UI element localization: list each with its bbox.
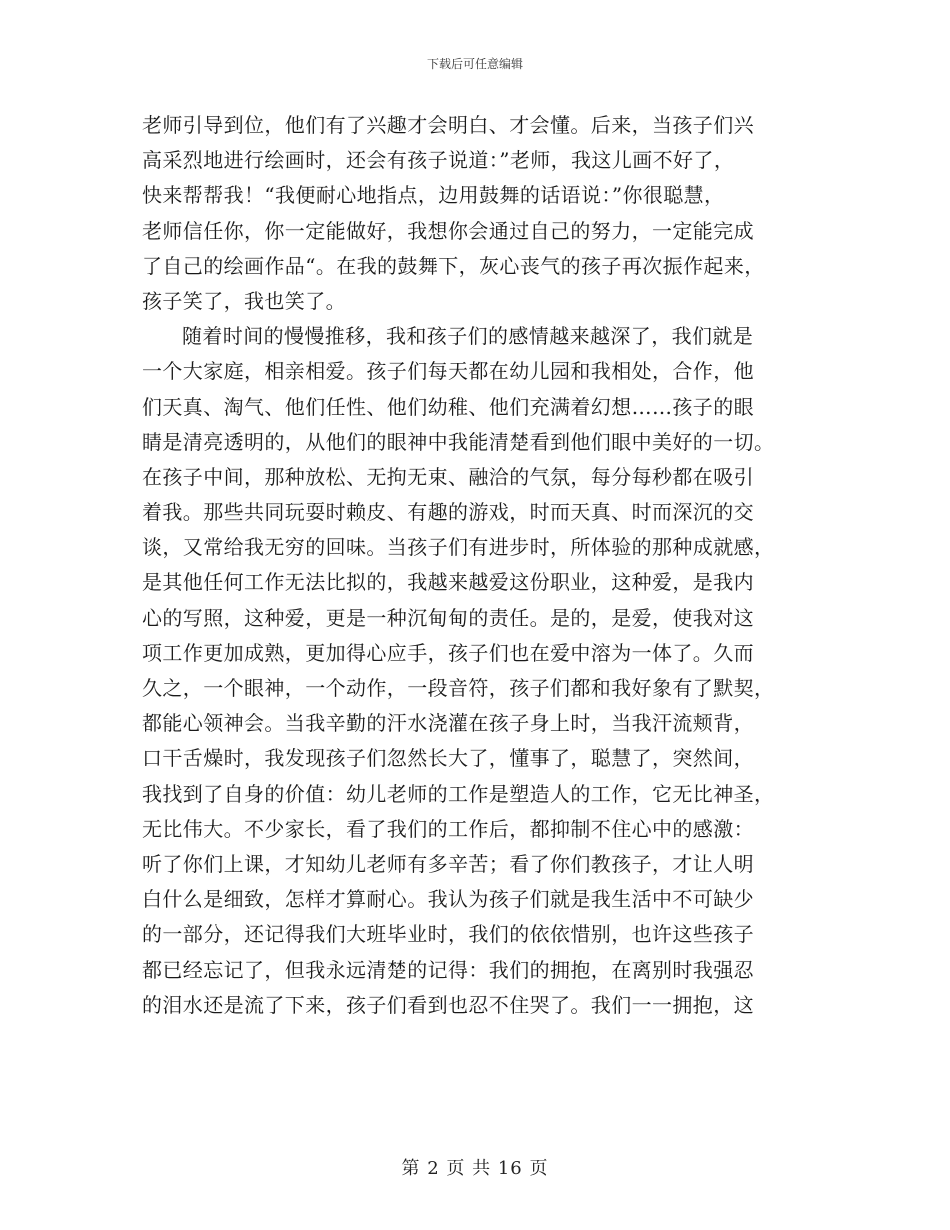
text-line: 孩子笑了，我也笑了。: [142, 288, 346, 313]
text-line: 白什么是细致，怎样才算耐心。我认为孩子们就是我生活中不可缺少: [142, 887, 754, 912]
page-footer: 第 2 页 共 16 页: [401, 1158, 549, 1179]
text-line: 都已经忘记了，但我永远清楚的记得：我们的拥抱，在离别时我强忍: [142, 957, 754, 982]
text-line: 了自己的绘画作品“。在我的鼓舞下，灰心丧气的孩子再次振作起来，: [142, 253, 765, 278]
text-line: 心的写照，这种爱，更是一种沉甸甸的责任。是的，是爱，使我对这: [142, 605, 754, 630]
text-line: 无比伟大。不少家长，看了我们的工作后，都抑制不住心中的感激：: [142, 816, 754, 841]
body-text: [142, 108, 812, 1023]
text-line: 在孩子中间，那种放松、无拘无束、融洽的气氛，每分每秒都在吸引: [142, 464, 754, 489]
text-line: 着我。那些共同玩耍时赖皮、有趣的游戏，时而天真、时而深沉的交: [142, 500, 754, 525]
text-line: 项工作更加成熟，更加得心应手，孩子们也在爱中溶为一体了。久而: [142, 640, 754, 665]
text-line: 久之，一个眼神，一个动作，一段音符，孩子们都和我好象有了默契，: [142, 676, 775, 700]
text-line: 我找到了自身的价值：幼儿老师的工作是塑造人的工作，它无比神圣，: [142, 781, 775, 806]
text-line: 谈，又常给我无穷的回味。当孩子们有进步时，所体验的那种成就感，: [142, 535, 775, 560]
text-line: 听了你们上课，才知幼儿老师有多辛苦；看了你们教孩子，才让人明: [142, 851, 754, 876]
text-line: 老师引导到位，他们有了兴趣才会明白、才会懂。后来，当孩子们兴: [142, 113, 754, 137]
text-line: 的一部分，还记得我们大班毕业时，我们的依依惜别，也许这些孩子: [142, 922, 754, 947]
page-header: 下载后可任意编辑: [426, 57, 523, 71]
text-line: 随着时间的慢慢推移，我和孩子们的感情越来越深了，我们就是: [182, 324, 754, 349]
text-line: 一个大家庭，相亲相爱。孩子们每天都在幼儿园和我相处，合作，他: [142, 359, 754, 384]
text-line: 快来帮帮我！“我便耐心地指点，边用鼓舞的话语说：”你很聪慧，: [142, 183, 725, 208]
text-line: 的泪水还是流了下来，孩子们看到也忍不住哭了。我们一一拥抱，这: [142, 992, 754, 1017]
text-line: 老师信任你，你一定能做好，我想你会通过自己的努力，一定能完成: [142, 218, 754, 243]
text-line: 高采烈地进行绘画时，还会有孩子说道：”老师，我这儿画不好了，: [142, 148, 735, 173]
text-line: 都能心领神会。当我辛勤的汗水浇灌在孩子身上时，当我汗流颊背，: [142, 711, 754, 736]
text-line: 睛是清亮透明的，从他们的眼神中我能清楚看到他们眼中美好的一切。: [142, 429, 775, 454]
text-line: 们天真、淘气、他们任性、他们幼稚、他们充满着幻想……孩子的眼: [142, 394, 754, 419]
text-line: 是其他任何工作无法比拟的，我越来越爱这份职业，这种爱，是我内: [142, 570, 754, 595]
text-line: 口干舌燥时，我发现孩子们忽然长大了，懂事了，聪慧了，突然间，: [142, 746, 754, 771]
